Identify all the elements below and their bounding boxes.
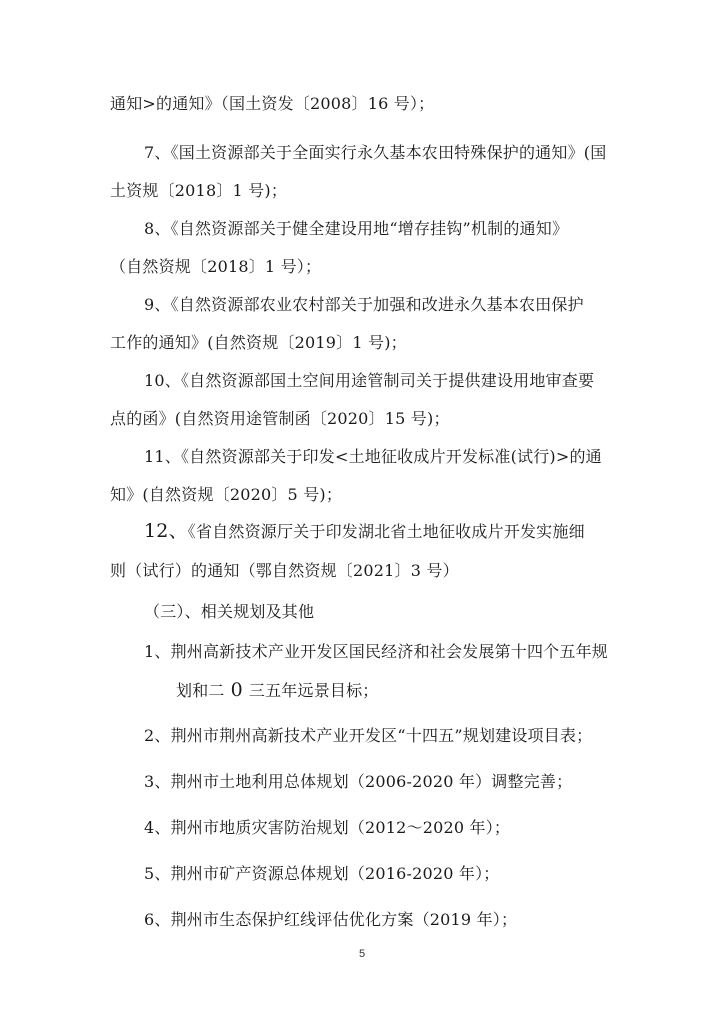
text-line: 土资规〔2018〕1 号)； [110, 181, 288, 200]
page-number: 5 [358, 948, 366, 960]
text-fragment: 三五年远景目标； [248, 681, 379, 700]
section-heading: （三）、相关规划及其他 [144, 602, 315, 621]
item-12-number: 12、 [144, 520, 188, 542]
text-line: 点的函》(自然资用途管制函〔2020〕15 号)； [110, 409, 450, 428]
text-line: 则（试行）的通知（鄂自然资规〔2021〕3 号） [110, 561, 459, 580]
text-line: 工作的通知》(自然资规〔2019〕1 号)； [110, 333, 407, 352]
text-line: 5、荆州市矿产资源总体规划（2016-2020 年）； [144, 864, 500, 883]
text-fragment: 划和二 [176, 681, 225, 700]
text-line: 通知>的通知》（国土资发〔2008〕16 号）； [110, 94, 435, 113]
zero-glyph: 0 [230, 679, 243, 701]
text-line: 3、荆州市土地利用总体规划（2006-2020 年）调整完善； [144, 772, 573, 791]
item-12-text: 《省自然资源厅关于印发湖北省土地征收成片开发实施细 [187, 522, 585, 541]
text-line: 1、荆州高新技术产业开发区国民经济和社会发展第十四个五年规 [144, 642, 608, 661]
text-line: 10、《自然资源部国土空间用途管制司关于提供建设用地审查要 [144, 371, 595, 390]
text-line: 6、荆州市生态保护红线评估优化方案（2019 年）； [144, 910, 518, 929]
item-12-line [144, 521, 585, 542]
text-line: 知》(自然资规〔2020〕5 号)； [110, 485, 343, 504]
text-line: 7、《国土资源部关于全面实行永久基本农田特殊保护的通知》(国 [144, 143, 607, 162]
text-line [176, 680, 379, 701]
text-line: 2、荆州市荆州高新技术产业开发区“十四五”规划建设项目表； [144, 726, 593, 745]
text-line: 8、《自然资源部关于健全建设用地“增存挂钩”机制的通知》 [144, 219, 569, 238]
text-line: 9、《自然资源部农业农村部关于加强和改进永久基本农田保护 [144, 295, 584, 314]
text-line: （自然资规〔2018〕1 号）； [110, 257, 322, 276]
text-line: 11、《自然资源部关于印发<土地征收成片开发标准(试行)>的通 [144, 447, 602, 466]
text-line: 4、荆州市地质灾害防治规划（2012～2020 年）； [144, 818, 511, 837]
